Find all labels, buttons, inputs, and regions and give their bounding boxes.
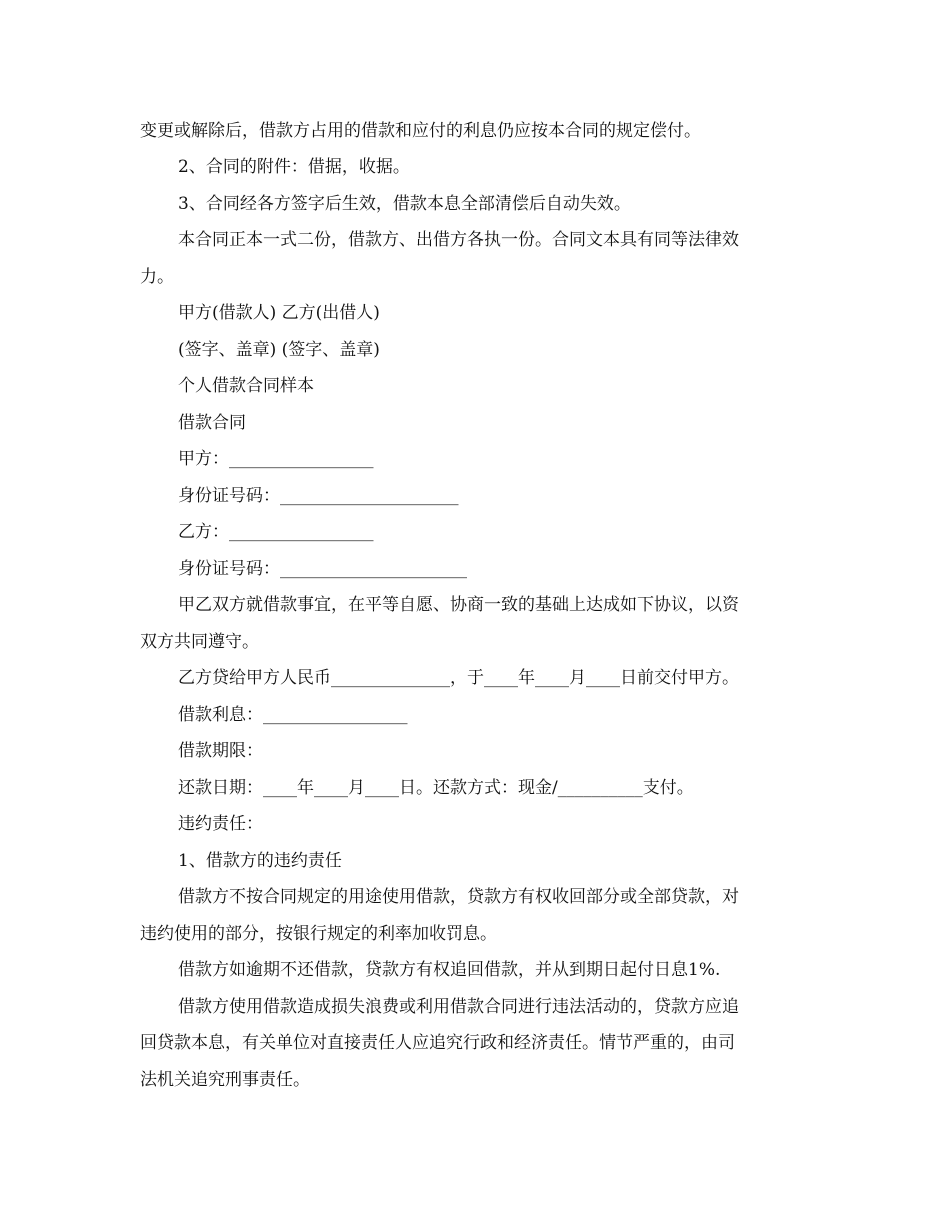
text-line: 2、合同的附件：借据，收据。 bbox=[178, 157, 410, 177]
text-line: 个人借款合同样本 bbox=[178, 376, 314, 396]
text-line: 借款方不按合同规定的用途使用借款，贷款方有权收回部分或全部贷款，对 bbox=[178, 887, 739, 907]
text-line: 力。 bbox=[140, 267, 174, 287]
text-line: 借款合同 bbox=[178, 413, 246, 433]
text-line: 回贷款本息，有关单位对直接责任人应追究行政和经济责任。情节严重的，由司 bbox=[140, 1033, 735, 1053]
text-line: 借款期限： bbox=[178, 741, 263, 761]
text-line: 法机关追究刑事责任。 bbox=[140, 1070, 310, 1090]
text-line: 变更或解除后，借款方占用的借款和应付的利息仍应按本合同的规定偿付。 bbox=[140, 121, 701, 141]
text-line: 1、借款方的违约责任 bbox=[178, 851, 342, 871]
text-line: 身份证号码：______________________ bbox=[178, 559, 467, 579]
text-line: 还款日期：____年____月____日。还款方式：现金/__________支付。 bbox=[178, 778, 694, 798]
text-line: 甲乙双方就借款事宜，在平等自愿、协商一致的基础上达成如下协议，以资 bbox=[178, 595, 739, 615]
text-line: 违约使用的部分，按银行规定的利率加收罚息。 bbox=[140, 924, 497, 944]
text-line: 乙方：_________________ bbox=[178, 522, 374, 542]
text-line: 借款利息：_________________ bbox=[178, 705, 408, 725]
text-line: 甲方(借款人) 乙方(出借人) bbox=[178, 303, 380, 323]
text-line: 借款方如逾期不还借款，贷款方有权追回借款，并从到期日起付日息1%. bbox=[178, 960, 721, 980]
text-line: 甲方：_________________ bbox=[178, 449, 374, 469]
text-line: 双方共同遵守。 bbox=[140, 632, 259, 652]
text-line: (签字、盖章) (签字、盖章) bbox=[178, 340, 380, 360]
text-line: 乙方贷给甲方人民币______________，于____年____月____日前交付甲方。 bbox=[178, 668, 739, 688]
text-line: 3、合同经各方签字后生效，借款本息全部清偿后自动失效。 bbox=[178, 194, 631, 214]
text-line: 借款方使用借款造成损失浪费或利用借款合同进行违法活动的，贷款方应追 bbox=[178, 997, 739, 1017]
text-line: 本合同正本一式二份，借款方、出借方各执一份。合同文本具有同等法律效 bbox=[178, 230, 739, 250]
text-line: 违约责任： bbox=[178, 814, 263, 834]
text-line: 身份证号码：_____________________ bbox=[178, 486, 459, 506]
